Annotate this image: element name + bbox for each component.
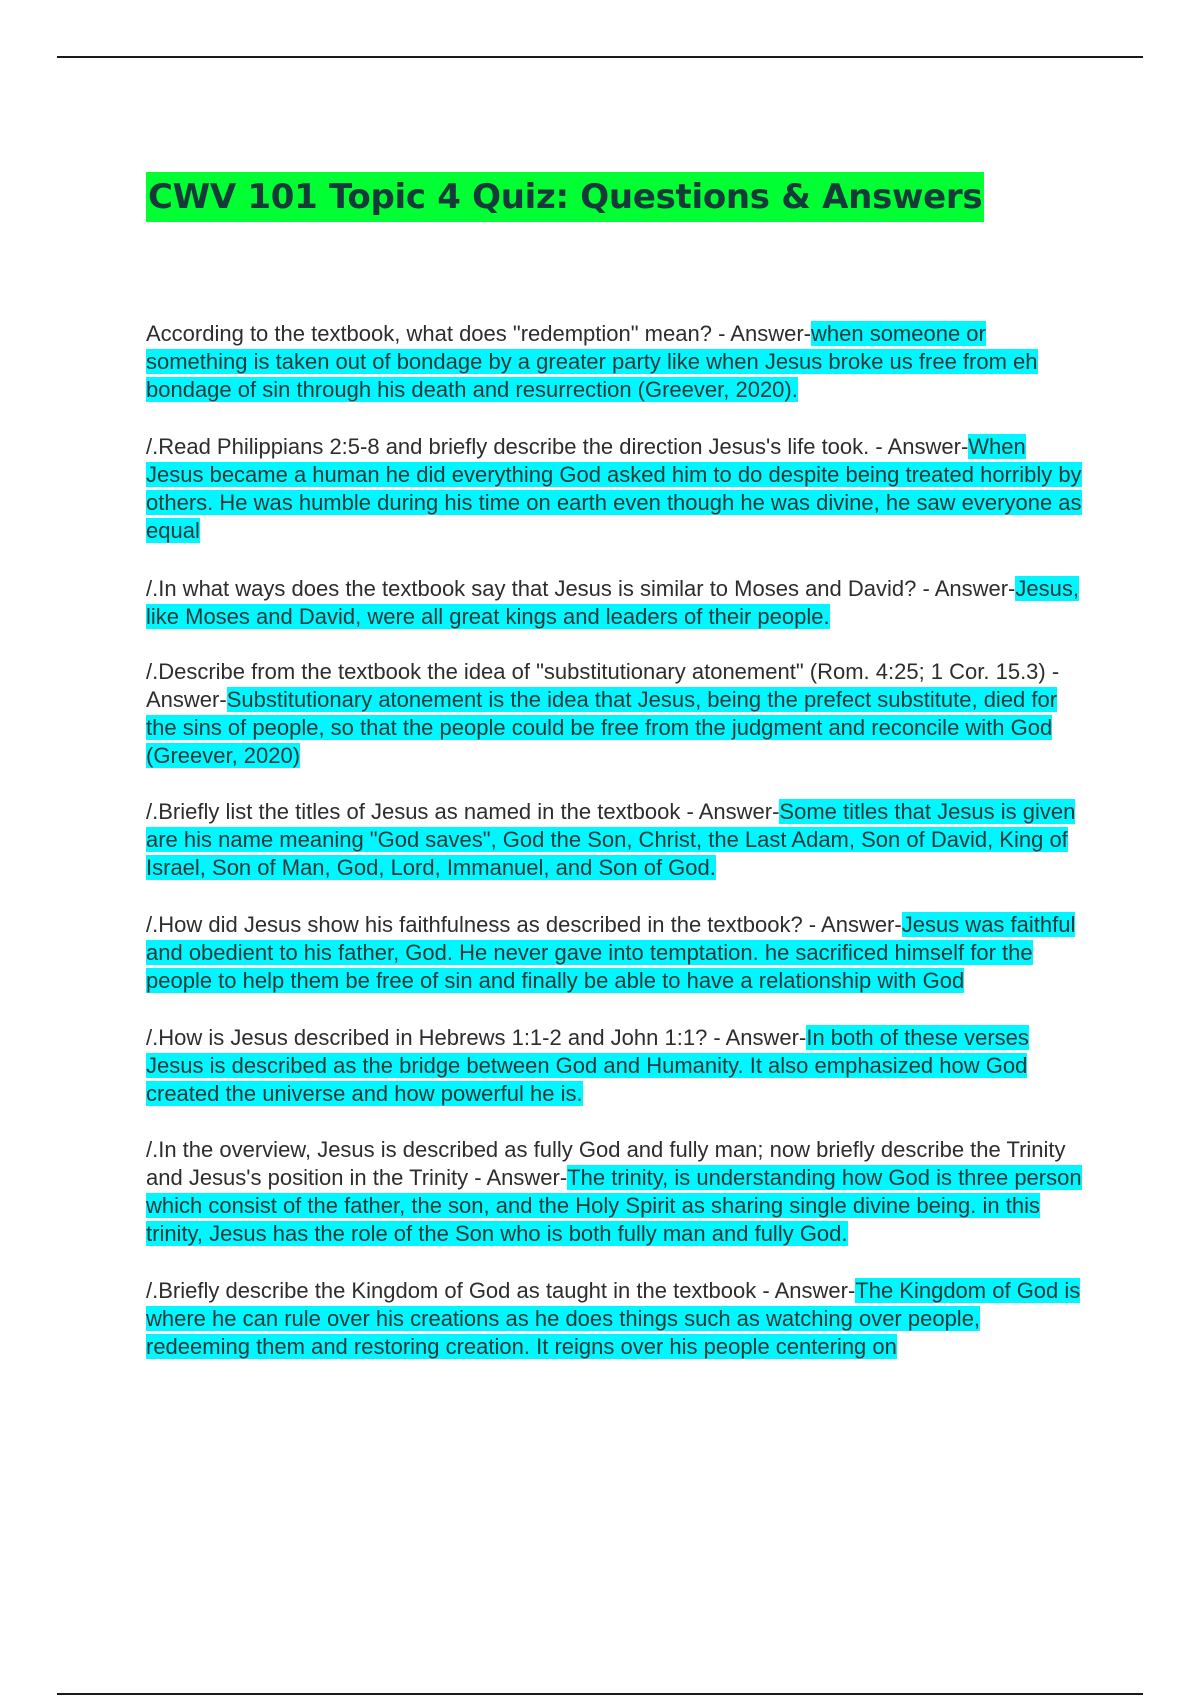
question-text: /.Briefly describe the Kingdom of God as taught in the textbook - Answer- [146, 1278, 856, 1303]
top-rule [57, 56, 1143, 58]
question-text: /.Describe from the textbook the idea of "substitutionary atonement" (Rom. 4:25; 1 Cor. 15.3) - Answer- [146, 659, 1060, 712]
bottom-rule [57, 1693, 1143, 1695]
question-text: /.In what ways does the textbook say that Jesus is similar to Moses and David? - Answer- [146, 576, 1016, 601]
answer-text: When Jesus became a human he did everything God asked him to do despite being treated horribly by others. He was humble during his time on earth even though he was divine, he saw everyone as equal [146, 434, 1082, 543]
qa-item [146, 1136, 1086, 1248]
qa-item [146, 798, 1086, 882]
qa-item [146, 1024, 1086, 1108]
answer-text: when someone or something is taken out of bondage by a greater party like when Jesus broke us free from eh bondage of sin through his death and resurrection (Greever, 2020). [146, 321, 1038, 402]
question-text: According to the textbook, what does "redemption" mean? - Answer- [146, 321, 811, 346]
question-text: /.In the overview, Jesus is described as fully God and fully man; now briefly describe the Trinity and Jesus's position in the Trinity - Answer- [146, 1137, 1066, 1190]
answer-text: The Kingdom of God is where he can rule over his creations as he does things such as watching over people, redeeming them and restoring creation. It reigns over his people centering on [146, 1278, 1081, 1359]
answer-text: Jesus was faithful and obedient to his father, God. He never gave into temptation. he sacrificed himself for the people to help them be free of sin and finally be able to have a relationship with God [146, 912, 1076, 993]
question-text: /.How did Jesus show his faithfulness as described in the textbook? - Answer- [146, 912, 902, 937]
qa-item [146, 658, 1086, 770]
answer-text: Substitutionary atonement is the idea that Jesus, being the prefect substitute, died for the sins of people, so that the people could be free from the judgment and reconcile with God (Greever, 2020) [146, 687, 1058, 768]
question-text: /.How is Jesus described in Hebrews 1:1-2 and John 1:1? - Answer- [146, 1025, 807, 1050]
answer-text: In both of these verses Jesus is described as the bridge between God and Humanity. It also emphasized how God created the universe and how powerful he is. [146, 1025, 1029, 1106]
document-title: CWV 101 Topic 4 Quiz: Questions & Answers [146, 172, 984, 222]
qa-item [146, 433, 1086, 545]
question-text: /.Briefly list the titles of Jesus as named in the textbook - Answer- [146, 799, 780, 824]
qa-list [146, 320, 1086, 1389]
question-text: /.Read Philippians 2:5-8 and briefly describe the direction Jesus's life took. - Answer- [146, 434, 969, 459]
qa-item [146, 320, 1086, 404]
qa-item [146, 911, 1086, 995]
answer-text: Some titles that Jesus is given are his name meaning "God saves", God the Son, Christ, the Last Adam, Son of David, King of Israel, Son of Man, God, Lord, Immanuel, and Son of God. [146, 799, 1076, 880]
qa-item [146, 575, 1086, 631]
answer-text: Jesus, like Moses and David, were all great kings and leaders of their people. [146, 576, 1079, 629]
qa-item [146, 1277, 1086, 1361]
answer-text: The trinity, is understanding how God is three person which consist of the father, the son, and the Holy Spirit as sharing single divine being. in this trinity, Jesus has the role of the Son who is both fully man and fully God. [146, 1165, 1082, 1246]
